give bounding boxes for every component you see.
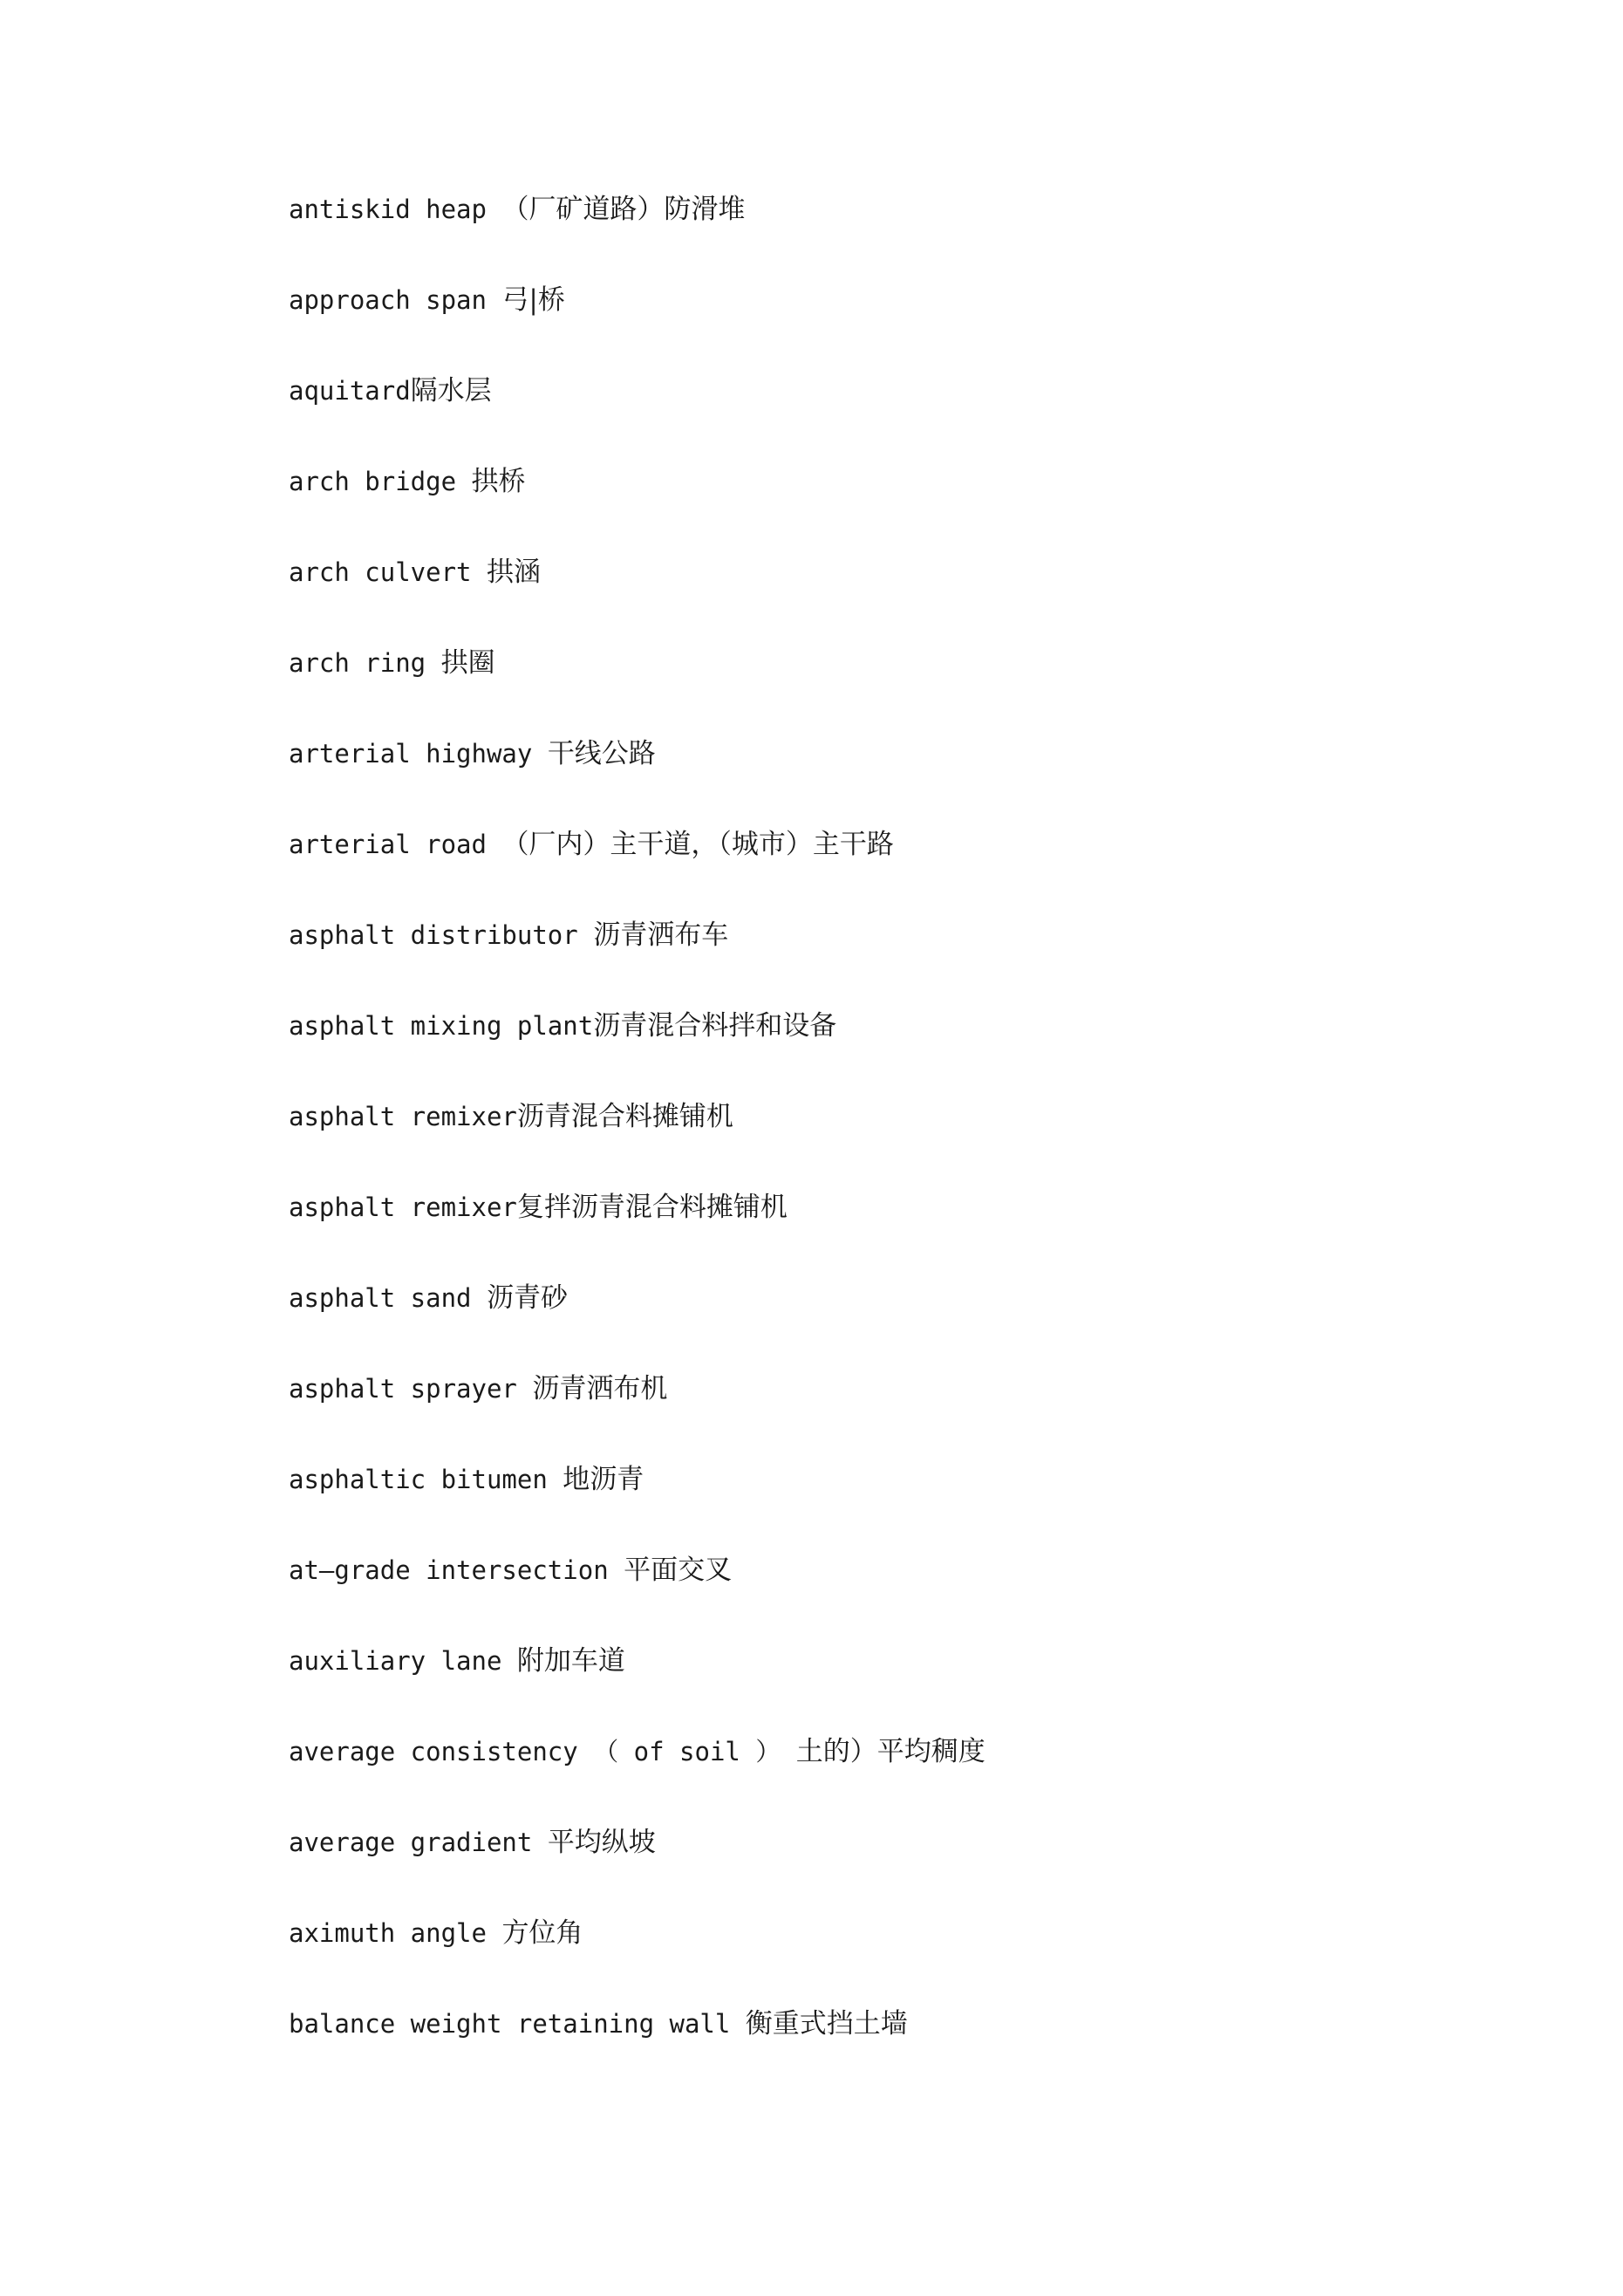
glossary-entry [289, 1642, 985, 1732]
entry-term: arch ring [289, 648, 441, 678]
glossary-entry [289, 1551, 985, 1642]
glossary-entry [289, 1460, 985, 1551]
glossary-entry [289, 1732, 985, 1823]
entry-translation: 沥青洒布机 [532, 1373, 668, 1404]
glossary-entry [289, 372, 985, 462]
entry-translation: （厂矿道路）防滑堆 [501, 194, 746, 225]
entry-translation: 弓|桥 [501, 284, 565, 316]
entry-translation: 沥青砂 [486, 1282, 568, 1314]
entry-term: at—grade intersection [289, 1555, 624, 1585]
entry-term: arterial highway [289, 739, 548, 769]
glossary-list [289, 190, 985, 2095]
entry-term: asphalt remixer [289, 1102, 517, 1131]
entry-translation: 沥青洒布车 [593, 919, 729, 951]
entry-term: average consistency （ of soil ） [289, 1737, 796, 1766]
entry-term: asphalt mixing plant [289, 1011, 594, 1041]
entry-term: asphalt sand [289, 1283, 487, 1313]
entry-term: average gradient [289, 1828, 548, 1857]
entry-term: arch culvert [289, 557, 487, 587]
glossary-entry [289, 1914, 985, 2005]
glossary-entry [289, 1279, 985, 1370]
glossary-entry [289, 1823, 985, 1914]
entry-translation: 拱涵 [486, 557, 541, 588]
entry-translation: 地沥青 [563, 1464, 644, 1495]
entry-translation: 拱圈 [440, 647, 495, 679]
entry-translation: 干线公路 [547, 738, 656, 769]
glossary-entry [289, 1007, 985, 1097]
glossary-entry [289, 2005, 985, 2095]
entry-term: arterial road [289, 830, 502, 859]
entry-term: approach span [289, 285, 502, 315]
entry-term: balance weight retaining wall [289, 2009, 746, 2039]
entry-term: aquitard [289, 376, 411, 406]
glossary-entry [289, 1370, 985, 1460]
glossary-entry [289, 1188, 985, 1279]
entry-translation: 拱桥 [471, 466, 526, 497]
entry-translation: 平均纵坡 [547, 1827, 656, 1858]
glossary-entry [289, 644, 985, 735]
glossary-entry [289, 916, 985, 1007]
glossary-entry [289, 281, 985, 372]
glossary-entry [289, 825, 985, 916]
glossary-entry [289, 190, 985, 281]
entry-translation: 方位角 [501, 1917, 583, 1949]
entry-term: asphalt distributor [289, 920, 594, 950]
entry-term: auxiliary lane [289, 1646, 517, 1676]
entry-translation: 土的）平均稠度 [795, 1736, 985, 1767]
entry-term: asphalt sprayer [289, 1374, 533, 1404]
entry-term: arch bridge [289, 467, 472, 496]
glossary-entry [289, 735, 985, 825]
entry-term: aximuth angle [289, 1918, 502, 1948]
entry-translation: 衡重式挡土墙 [745, 2008, 908, 2040]
glossary-entry [289, 553, 985, 644]
entry-translation: 沥青混合料拌和设备 [593, 1010, 837, 1042]
entry-term: asphalt remixer [289, 1192, 517, 1222]
entry-translation: 沥青混合料摊铺机 [516, 1101, 733, 1132]
entry-translation: （厂内）主干道，（城市）主干路 [501, 829, 894, 860]
entry-translation: 附加车道 [516, 1645, 625, 1677]
entry-translation: 复拌沥青混合料摊铺机 [516, 1192, 788, 1223]
entry-translation: 平面交叉 [624, 1555, 733, 1586]
entry-term: antiskid heap [289, 195, 502, 224]
glossary-entry [289, 1097, 985, 1188]
entry-translation: 隔水层 [410, 375, 492, 407]
entry-term: asphaltic bitumen [289, 1465, 563, 1494]
glossary-entry [289, 462, 985, 553]
